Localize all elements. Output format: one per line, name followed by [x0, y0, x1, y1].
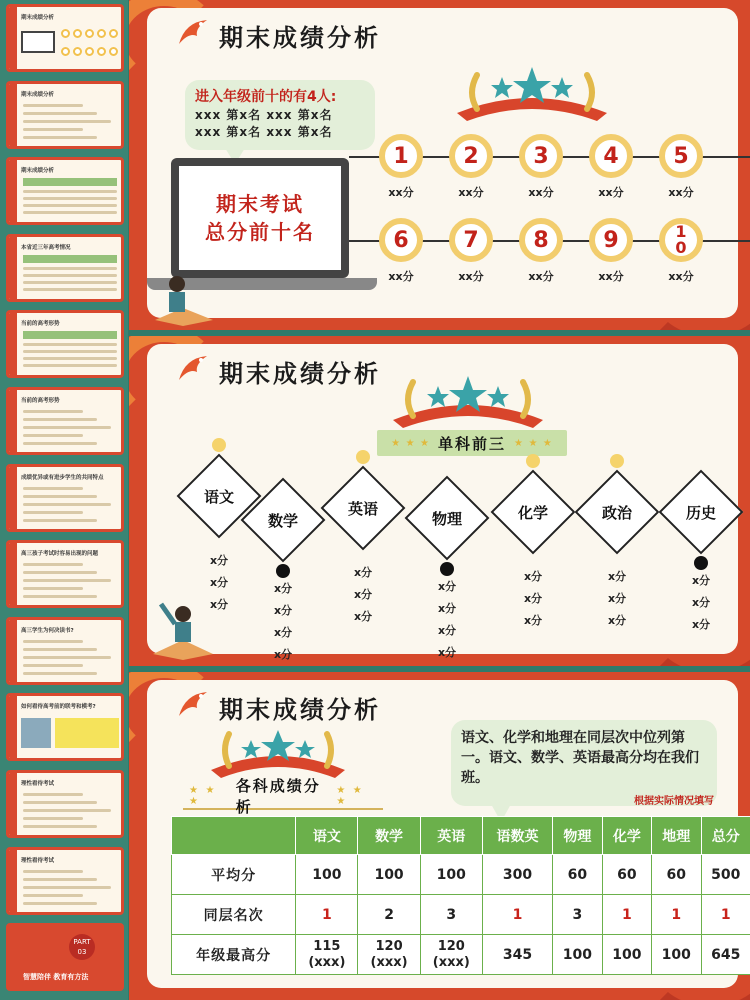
slide-thumbnail[interactable] — [6, 81, 124, 149]
thumbnail-title: 高三孩子考试时容易出现的问题 — [21, 551, 99, 558]
thumb-line — [23, 364, 117, 367]
laptop-line: 期末考试 — [216, 192, 304, 216]
slide-1[interactable] — [129, 0, 750, 330]
thumb-circle — [61, 29, 70, 38]
subject-dot — [276, 564, 290, 578]
rank-badge: 9 — [589, 218, 633, 262]
subject-score: x分 — [273, 582, 293, 595]
thumb-line — [23, 894, 83, 897]
top-ten-bubble — [185, 80, 375, 150]
column-header: 地理 — [652, 817, 701, 855]
thumbnail-title: 智慧陪伴 教育有方法 — [23, 973, 89, 982]
table-cell: 645 — [701, 935, 750, 975]
dragon-icon — [177, 16, 211, 50]
slide-panel — [147, 8, 738, 318]
slide-thumbnail[interactable] — [6, 387, 124, 455]
column-header: 语文 — [296, 817, 358, 855]
table-cell: 100 — [652, 935, 701, 975]
column-header: 数学 — [358, 817, 420, 855]
table-cell: 3 — [553, 895, 602, 935]
table-row — [172, 855, 750, 895]
subject-score: x分 — [607, 614, 627, 627]
thumb-accent-bar — [9, 467, 17, 529]
subject-score: x分 — [691, 574, 711, 587]
thumb-line — [23, 511, 83, 514]
table-corner — [172, 817, 296, 855]
thumb-line — [23, 104, 83, 107]
fill-in-note: 根据实际情况填写 — [634, 796, 714, 807]
thumb-circle — [109, 47, 118, 56]
laurel-award-icon — [447, 63, 617, 123]
thumb-line — [23, 211, 117, 214]
subject-label: 历史 — [685, 504, 716, 522]
table-cell: 100 — [553, 935, 602, 975]
subject-score: x分 — [523, 570, 543, 583]
dots-decoration: ★ ★ ★ — [336, 785, 364, 807]
subject-dot — [440, 562, 454, 576]
thumb-line — [23, 817, 83, 820]
thumb-accent-bar — [9, 620, 17, 682]
subject-score: x分 — [691, 596, 711, 609]
column-header: 语数英 — [482, 817, 552, 855]
dots-decoration: ★ ★ ★ — [514, 437, 553, 449]
table-row — [172, 895, 750, 935]
thumb-line — [23, 801, 97, 804]
column-header: 英语 — [420, 817, 482, 855]
summary-text: 语文、化学和地理在同层次中位列第一。语文、数学、英语最高分均在我们班。 — [461, 730, 699, 786]
thumb-accent-bar — [9, 7, 17, 69]
thumbnail-title: 期末成绩分析 — [21, 168, 55, 175]
thumb-line — [23, 878, 97, 881]
laptop-line: 总分前十名 — [205, 220, 315, 244]
thumbnail-title: 高三学生为何决读书? — [21, 627, 74, 634]
thumb-circle — [109, 29, 118, 38]
subject-score: x分 — [209, 576, 229, 589]
thumb-line — [23, 120, 111, 123]
slide-title: 期末成绩分析 — [219, 24, 381, 52]
thumb-accent-bar — [9, 237, 17, 299]
thumb-box — [23, 331, 117, 339]
thumb-accent-bar — [9, 850, 17, 912]
subject-score: x分 — [607, 592, 627, 605]
table-row — [172, 935, 750, 975]
thumbnail-title: 期末成绩分析 — [21, 15, 55, 21]
thumb-box — [23, 255, 117, 263]
row-header: 平均分 — [172, 855, 296, 895]
section-banner — [183, 777, 383, 816]
thumb-line — [23, 267, 117, 270]
thumb-line — [23, 495, 97, 498]
thumb-line — [23, 343, 117, 346]
dragon-icon — [177, 688, 211, 722]
dragon-icon — [177, 352, 211, 386]
thumb-line — [23, 128, 83, 131]
rank-score: xx分 — [528, 186, 554, 199]
table-cell: 3 — [420, 895, 482, 935]
slide-thumbnail[interactable] — [6, 770, 124, 838]
bubble-row: xxx 第x名 xxx 第x名 — [195, 108, 333, 122]
slide-thumbnail[interactable] — [6, 157, 124, 225]
thumb-line — [23, 350, 117, 353]
table-cell: 1 — [296, 895, 358, 935]
thumb-line — [23, 640, 83, 643]
thumb-line — [23, 204, 117, 207]
thumb-line — [23, 809, 111, 812]
thumb-line — [23, 487, 83, 490]
table-cell: 100 — [296, 855, 358, 895]
thumb-line — [23, 426, 111, 429]
table-cell: 60 — [553, 855, 602, 895]
bubble-heading: 进入年级前十的有4人: — [195, 89, 337, 105]
rank-score: xx分 — [598, 270, 624, 283]
thumb-line — [23, 648, 97, 651]
thumbnail-title: 理性看待考试 — [21, 857, 55, 864]
subject-score: x分 — [437, 602, 457, 615]
table-cell: 60 — [602, 855, 651, 895]
table-cell: 1 — [602, 895, 651, 935]
rank-badge: 4 — [589, 134, 633, 178]
column-header: 物理 — [553, 817, 602, 855]
part-badge: PART 03 — [69, 934, 95, 960]
subject-score: x分 — [353, 566, 373, 579]
laurel-award-icon — [383, 374, 553, 430]
rank-score: xx分 — [388, 270, 414, 283]
table-cell: 300 — [482, 855, 552, 895]
thumb-circle — [73, 29, 82, 38]
subject-label: 语文 — [203, 488, 234, 506]
thumb-line — [23, 136, 97, 139]
subject-score: x分 — [523, 614, 543, 627]
thumb-accent-bar — [9, 84, 17, 146]
subject-score: x分 — [437, 624, 457, 637]
column-header: 总分 — [701, 817, 750, 855]
laurel-award-icon — [203, 728, 353, 780]
thumbnail-title: 成绩优异或有进步学生的共同特点 — [21, 474, 104, 481]
subject-score: x分 — [273, 626, 293, 639]
slide-thumbnail[interactable] — [6, 4, 124, 72]
column-header: 化学 — [602, 817, 651, 855]
thumbnail-title: 当前的高考形势 — [21, 321, 60, 328]
thumb-line — [23, 197, 117, 200]
rank-badge: 7 — [449, 218, 493, 262]
thumb-line — [23, 563, 83, 566]
rank-digit: 0 — [675, 238, 687, 257]
slide-3[interactable] — [129, 672, 750, 1000]
thumb-line — [23, 793, 83, 796]
rank-score: xx分 — [598, 186, 624, 199]
thumb-line — [23, 357, 117, 360]
thumb-line — [23, 442, 97, 445]
thumbnail-title: 当前的高考形势 — [21, 398, 60, 404]
table-cell: 500 — [701, 855, 750, 895]
subject-score: x分 — [273, 648, 293, 661]
dots-decoration: ★ ★ ★ — [189, 785, 217, 807]
table-cell: 100 — [358, 855, 420, 895]
thumb-photo — [21, 718, 51, 748]
thumb-line — [23, 886, 111, 889]
table-cell: 2 — [358, 895, 420, 935]
table-cell: 120 (xxx) — [420, 935, 482, 975]
subject-score: x分 — [353, 610, 373, 623]
slide-thumbnail[interactable] — [6, 464, 124, 532]
table-cell: 115 (xxx) — [296, 935, 358, 975]
thumb-circle — [85, 47, 94, 56]
banner-label: 各科成绩分析 — [235, 777, 321, 816]
thumb-line — [23, 288, 117, 291]
thumb-line — [23, 519, 97, 522]
rank-score: xx分 — [668, 186, 694, 199]
bubble-row: xxx 第x名 xxx 第x名 — [195, 125, 333, 139]
thumb-accent-bar — [9, 543, 17, 605]
rank-badge: 1 — [379, 134, 423, 178]
row-header: 同层名次 — [172, 895, 296, 935]
rank-digit: 1 — [675, 222, 687, 241]
thumbnail-title: 理性看待考试 — [21, 781, 55, 787]
thumb-line — [23, 418, 97, 421]
slide-thumbnail[interactable] — [6, 923, 124, 991]
thumb-line — [23, 571, 97, 574]
subject-score: x分 — [353, 588, 373, 601]
thumb-circle — [97, 29, 106, 38]
section-banner — [377, 430, 567, 456]
slide-thumbnail[interactable] — [6, 617, 124, 685]
table-cell: 1 — [701, 895, 750, 935]
slide-thumbnail[interactable] — [6, 310, 124, 378]
thumb-line — [23, 190, 117, 193]
thumb-line — [23, 656, 111, 659]
thumb-accent-bar — [9, 773, 17, 835]
thumb-line — [23, 503, 111, 506]
slide-title: 期末成绩分析 — [219, 696, 381, 724]
subject-score: x分 — [209, 598, 229, 611]
subject-dot — [610, 454, 624, 468]
thumb-line — [23, 434, 83, 437]
thumb-circle — [97, 47, 106, 56]
subject-score: x分 — [437, 580, 457, 593]
rank-badge — [659, 218, 703, 262]
slide-thumbnail-panel — [0, 0, 128, 1000]
table-cell: 120 (xxx) — [358, 935, 420, 975]
subject-label: 数学 — [267, 512, 298, 530]
thumb-line — [23, 112, 97, 115]
rank-badge: 8 — [519, 218, 563, 262]
student-reading-icon — [147, 270, 217, 328]
thumb-circle — [85, 29, 94, 38]
slide-panel — [147, 344, 738, 661]
subject-score: x分 — [209, 554, 229, 567]
thumb-line — [23, 902, 97, 905]
subject-score: x分 — [437, 646, 457, 659]
thumb-accent-bar — [9, 313, 17, 375]
subject-score: x分 — [691, 618, 711, 631]
student-cheering-icon — [147, 596, 217, 662]
thumb-line — [23, 410, 83, 413]
laptop-screen — [171, 158, 349, 278]
row-header: 年级最高分 — [172, 935, 296, 975]
table-cell: 100 — [420, 855, 482, 895]
rank-badge: 5 — [659, 134, 703, 178]
thumb-circle — [73, 47, 82, 56]
slide-panel — [147, 680, 741, 988]
thumb-line — [23, 870, 83, 873]
rank-badge: 2 — [449, 134, 493, 178]
rank-badge: 3 — [519, 134, 563, 178]
thumbnail-title: 本省近三年高考情况 — [21, 244, 71, 251]
thumb-line — [23, 664, 83, 667]
rank-score: xx分 — [458, 270, 484, 283]
subject-label: 物理 — [431, 510, 462, 528]
thumb-accent-bar — [9, 390, 17, 452]
thumbnail-title: 期末成绩分析 — [21, 91, 55, 98]
rank-score: xx分 — [668, 270, 694, 283]
table-cell: 60 — [652, 855, 701, 895]
thumb-line — [23, 274, 117, 277]
slide-title: 期末成绩分析 — [219, 360, 381, 388]
subject-score: x分 — [523, 592, 543, 605]
table-cell: 1 — [482, 895, 552, 935]
slide-thumbnail[interactable] — [6, 693, 124, 761]
thumb-line — [23, 587, 83, 590]
rank-score: xx分 — [458, 186, 484, 199]
thumb-box — [21, 31, 55, 53]
subject-label: 化学 — [517, 504, 548, 522]
subject-label: 政治 — [601, 504, 632, 522]
subject-dot — [356, 450, 370, 464]
table-cell: 100 — [602, 935, 651, 975]
dots-decoration: ★ ★ ★ — [391, 437, 430, 449]
slide-thumbnail[interactable] — [6, 847, 124, 915]
slide-thumbnail[interactable] — [6, 540, 124, 608]
thumb-line — [23, 595, 97, 598]
subject-score: x分 — [273, 604, 293, 617]
table-header-row — [172, 817, 750, 855]
table-cell: 1 — [652, 895, 701, 935]
banner-label: 单科前三 — [437, 434, 506, 453]
rank-score: xx分 — [528, 270, 554, 283]
thumb-circle — [61, 47, 70, 56]
rank-score: xx分 — [388, 186, 414, 199]
thumb-line — [23, 281, 117, 284]
thumbnail-title: 如何看待高考前的联考和模考? — [21, 704, 96, 711]
table-cell: 345 — [482, 935, 552, 975]
slide-thumbnail[interactable] — [6, 234, 124, 302]
thumb-accent-bar — [9, 696, 17, 758]
subject-score: x分 — [607, 570, 627, 583]
thumb-accent-bar — [9, 160, 17, 222]
thumb-box — [23, 178, 117, 186]
rank-badge: 6 — [379, 218, 423, 262]
subject-dot — [694, 556, 708, 570]
slide-2[interactable] — [129, 336, 750, 666]
thumb-highlight — [55, 718, 119, 748]
grades-table — [171, 816, 750, 975]
subject-dot — [212, 438, 226, 452]
thumb-line — [23, 825, 97, 828]
subject-dot — [526, 454, 540, 468]
subject-label: 英语 — [347, 500, 378, 518]
thumb-line — [23, 579, 111, 582]
thumb-line — [23, 672, 97, 675]
